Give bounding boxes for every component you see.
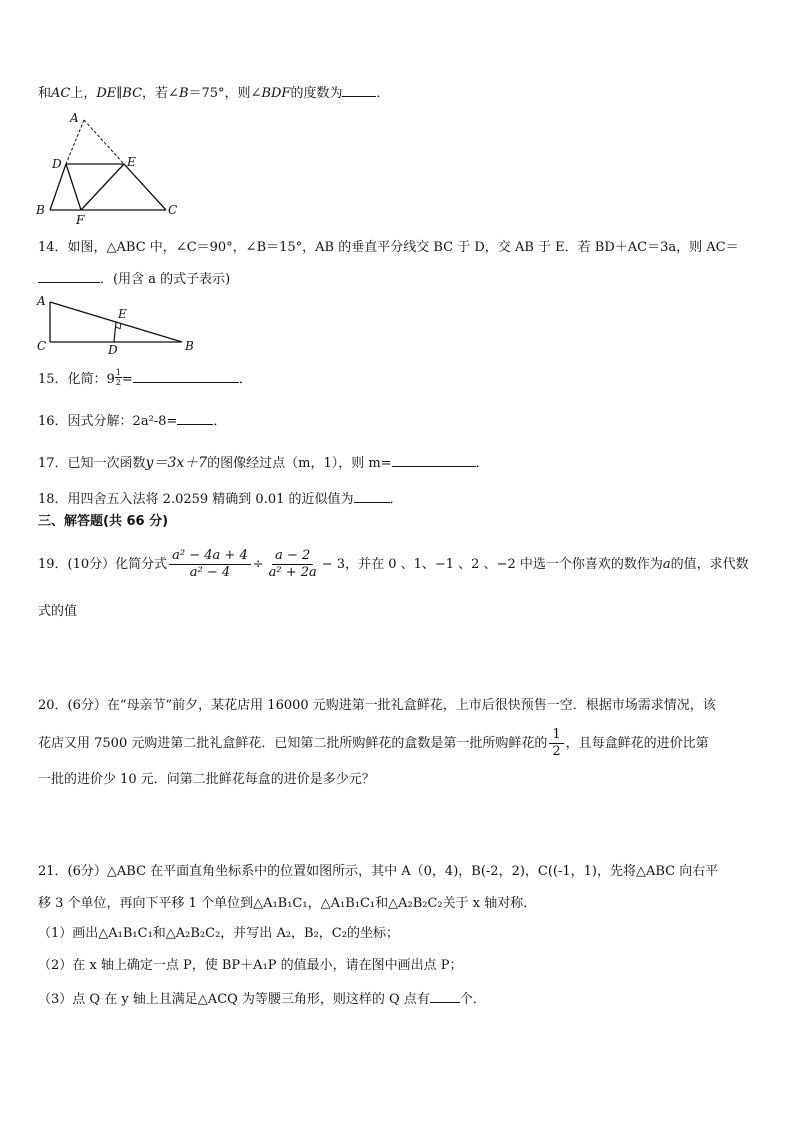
q21-line1: 21．(6分）△ABC 在平面直角坐标系中的位置如图所示，其中 A（0，4)，B(-2，2)，C((-1，1)，先将△ABC 向右平 [38,864,719,879]
q13-t1: 和 [38,86,52,101]
segment-ef [81,164,124,210]
q13-t4: ＝75°，则∠ [188,86,262,101]
q19-f1-num: a² − 4a + 4 [169,548,251,565]
q13-t5: 的度数为 [290,86,343,101]
q16-prefix: 16．因式分解： [38,414,133,429]
answer-blank-18[interactable] [354,488,390,503]
q16-expr: 2a²-8= [132,414,178,429]
segment-ed [114,322,116,342]
q14-line1: 14．如图，△ABC 中，∠C＝90°，∠B＝15°，AB 的垂直平分线交 BC 于 D，交 AB 于 E．若 BD＋AC＝3a，则 AC＝ [38,240,739,255]
q18-prefix: 18．用四舍五入法将 2.0259 精确到 0.01 的近似值为 [38,492,354,507]
q15-exp-num: 1 [115,368,121,377]
answer-blank-13[interactable] [342,82,376,97]
dashed-ae [84,120,124,164]
label-f: F [76,213,85,226]
q20-line1: 20．(6分）在“母亲节”前夕，某花店用 16000 元购进第一批礼盒鲜花，上市后很快预售一空．根据市场需求情况，该 [38,698,716,713]
q19-div: ÷ [252,557,264,572]
answer-blank-21[interactable] [430,988,460,1003]
q21-sub1: （1）画出△A₁B₁C₁和△A₂B₂C₂，并写出 A₂，B₂，C₂的坐标； [38,926,399,941]
q14-figure [34,292,204,356]
q13-t2: 上， [70,86,97,101]
q15-base: 9 [106,372,115,387]
answer-blank-15[interactable] [133,368,239,383]
q19-line2: 式的值 [38,604,78,619]
answer-blank-16[interactable] [177,410,213,425]
q15-end: ． [238,372,252,387]
label-c: C [168,203,178,217]
q19-prefix: 19．(10分）化简分式 [38,557,168,572]
q20-frac-num: 1 [549,727,563,744]
q15 [38,368,252,390]
q19-f2-num: a − 2 [272,548,313,565]
label-b: B [185,339,194,353]
label-c: C [37,339,47,353]
q19-end: 的值，求代数 [670,557,749,572]
section-heading: 三、解答题(共 66 分) [38,514,169,529]
q16-end: ． [213,414,227,429]
q21-line2: 移 3 个单位，再向下平移 1 个单位到△A₁B₁C₁，△A₁B₁C₁和△A₂B₂C₂关于 x 轴对称． [38,896,537,911]
q13-t3: ，若∠ [142,86,179,101]
q17-func: y＝3x＋7 [145,455,208,471]
q13-bdf: BDF [261,86,291,101]
q13-ac: AC [51,86,71,101]
q14-line2-wrap [38,268,230,290]
q15-eq: = [121,372,133,387]
q14-line2: ．(用含 a 的式子表示) [100,272,231,287]
label-b: B [36,203,45,217]
q20-line2 [38,724,709,764]
q18 [38,488,403,510]
q19-var: a [662,557,671,572]
q21-sub3 [38,988,486,1010]
q19-line1 [38,544,749,586]
q13-text [38,82,389,104]
q15-prefix: 15．化简： [38,372,107,387]
label-e: E [127,155,136,169]
segment-df [66,164,81,210]
q13-de-bc: DE∥BC [96,86,143,101]
q17 [38,452,489,474]
answer-blank-17[interactable] [392,452,476,467]
q20-fraction [549,727,563,760]
q20-line2a: 花店又用 7500 元购进第二批礼盒鲜花．已知第二批所购鲜花的盒数是第一批所购鲜花的 [38,736,548,751]
q19-f1-den: a² − 4 [189,565,231,580]
q19-f2-den: a² + 2a [268,565,317,580]
label-a: A [37,294,46,308]
segment-ec [124,164,166,210]
q20-line3: 一批的进价少 10 元．问第二批鲜花每盒的进价是多少元？ [38,772,375,787]
q17-prefix: 17．已知一次函数 [38,456,146,471]
q21-sub2: （2）在 x 轴上确定一点 P，使 BP＋A₁P 的值最小，请在图中画出点 P； [38,958,463,973]
q21-sub3a: （3）点 Q 在 y 轴上且满足△ACQ 为等腰三角形，则这样的 Q 点有 [38,992,430,1007]
q20-frac-den: 2 [552,744,561,759]
label-d: D [52,157,62,171]
label-a: A [70,111,79,125]
q13-figure [34,108,184,226]
q16 [38,410,226,432]
q15-exponent [115,368,122,387]
q21-sub3b: 个． [459,992,486,1007]
q13-b: B [178,86,189,101]
q19-fraction-2 [266,548,320,581]
answer-blank-14[interactable] [38,268,100,283]
q15-exp-den: 2 [115,378,121,387]
q17-mid: 的图像经过点（m，1），则 m= [207,456,392,471]
q17-end: ． [475,456,489,471]
q19-mid: ，并在 0 、1、−1 、2 、−2 中选一个你喜欢的数作为 [345,557,663,572]
dashed-ad [66,120,84,164]
q19-fraction-1 [169,548,251,581]
q13-t6: ． [376,86,390,101]
label-d: D [108,343,118,356]
q18-end: ． [389,492,403,507]
q20-line2b: ，且每盒鲜花的进价比第 [565,736,709,751]
q19-minus3: − 3 [321,557,346,572]
label-e: E [118,307,127,321]
